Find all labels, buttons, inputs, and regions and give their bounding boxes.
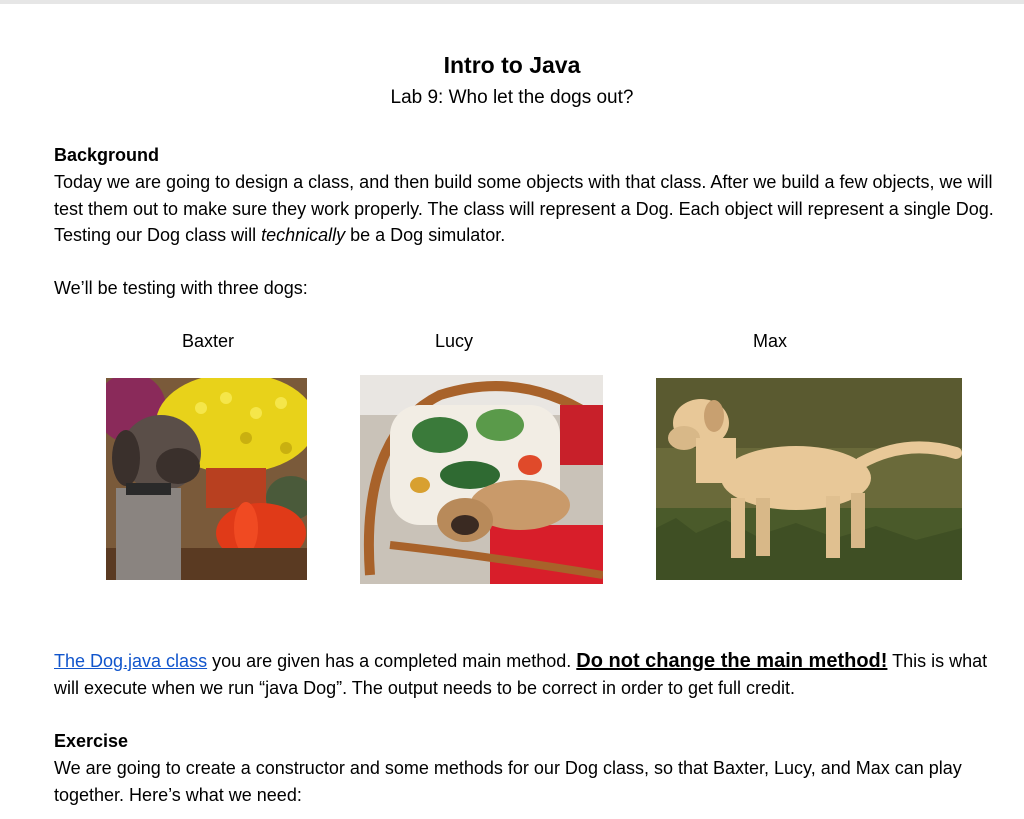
main-method-text-1: you are given has a completed main method. — [207, 651, 577, 671]
document-title: Intro to Java — [443, 52, 581, 78]
dog-photo-max — [656, 378, 962, 580]
main-method-warning: Do not change the main method! — [576, 650, 888, 672]
background-text-emphasis: technically — [261, 225, 346, 245]
background-text-1: Today we are going to design a class, and then build some objects with that class. After we build a few objects, we will test them out to make sure they work properly. The class will represent a Dog. Each object will represent a single Dog. Testing our Dog class will — [54, 172, 994, 245]
background-paragraph — [54, 169, 1014, 249]
main-method-paragraph — [54, 648, 1014, 701]
background-text-2: be a Dog simulator. — [345, 225, 506, 245]
exercise-paragraph: We are going to create a constructor and some methods for our Dog class, so that Baxter, Lucy, and Max can play together. Here’s what we need: — [54, 758, 962, 805]
background-heading: Background — [54, 145, 160, 165]
dog-name-baxter: Baxter — [181, 331, 235, 351]
document-subtitle: Lab 9: Who let the dogs out? — [390, 87, 634, 108]
exercise-heading: Exercise — [54, 731, 129, 751]
dog-photo-lucy — [360, 375, 603, 584]
dog-name-lucy: Lucy — [434, 331, 474, 351]
dogs-intro: We’ll be testing with three dogs: — [54, 278, 308, 298]
dog-java-class-link[interactable]: The Dog.java class — [54, 651, 208, 671]
dog-photo-baxter — [106, 378, 307, 580]
main-method-text-2: This is what will execute when we run “java Dog”. The output needs to be correct in order to get full credit. — [54, 651, 988, 698]
dog-name-max: Max — [752, 331, 787, 351]
